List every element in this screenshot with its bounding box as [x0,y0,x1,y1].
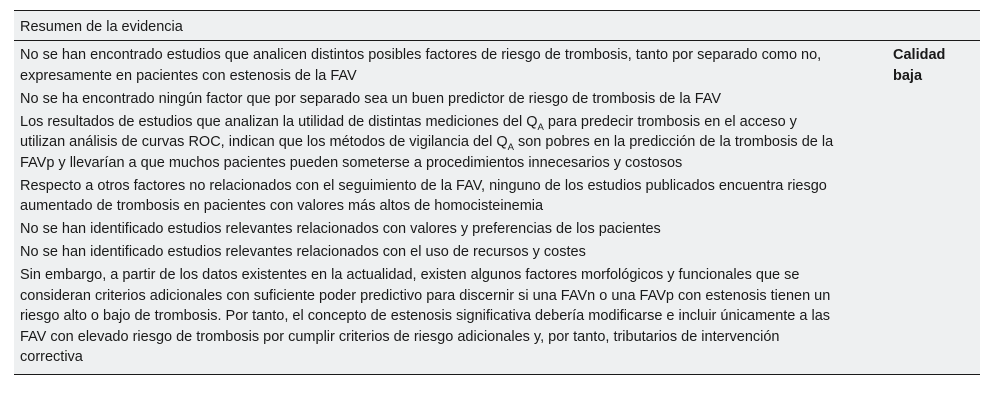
evidence-row-3-text-1: Los resultados de estudios que analizan la utilidad de distintas mediciones del Q [20,113,538,130]
evidence-row-6: No se han identificado estudios relevantes relacionados con el uso de recursos y costes [20,244,586,260]
evidence-row-1: No se han encontrado estudios que analicen distintos posibles factores de riesgo de trombosis, tanto por separado como no, expresamente en pacientes con estenosis de la FAV [20,47,822,84]
evidence-row-2: No se ha encontrado ningún factor que por separado sea un buen predictor de riesgo de trombosis de la FAV [20,90,722,107]
table-header: Resumen de la evidencia [14,11,980,41]
evidence-row-4: Respecto a otros factores no relacionados con el seguimiento de la FAV, ninguno de los estudios publicados encuentra riesgo aumentado de trombosis en pacientes con valores más altos de homocisteinemia [20,177,827,214]
evidence-row-3-text-3: son pobres en la predicción de la trombosis de la FAVp y llevarían a que muchos pacientes pueden someterse a procedimientos innecesarios y costosos [20,134,834,171]
evidence-rows [20,45,846,368]
evidence-row-7: Sin embargo, a partir de los datos existentes en la actualidad, existen algunos factores morfológicos y funcionales que se consideran criterios adicionales con suficiente poder predictivo para discernir si una FAVn o una FAVp con estenosis tienen un riesgo alto o bajo de trombosis. Por tanto, el concepto de estenosis significativa debería modificarse e incluir únicamente a las FAV con elevado riesgo de trombosis por cumplir criterios de riesgo adicionales y, por tanto, tributarios de intervención correctiva [20,267,831,365]
subscript-a-1: A [537,121,544,133]
table-body [14,41,980,374]
evidence-summary-table [14,10,980,375]
evidence-row-3 [20,112,846,174]
evidence-row-3-text-2: para predecir trombosis en el acceso y utilizan análisis de curvas ROC, indican que los métodos de vigilancia del Q [20,113,797,150]
evidence-row-5: No se han identificado estudios relevantes relacionados con valores y preferencias de los pacientes [20,221,661,237]
subscript-a-2: A [507,142,514,153]
quality-label: Calidad baja [893,47,946,84]
